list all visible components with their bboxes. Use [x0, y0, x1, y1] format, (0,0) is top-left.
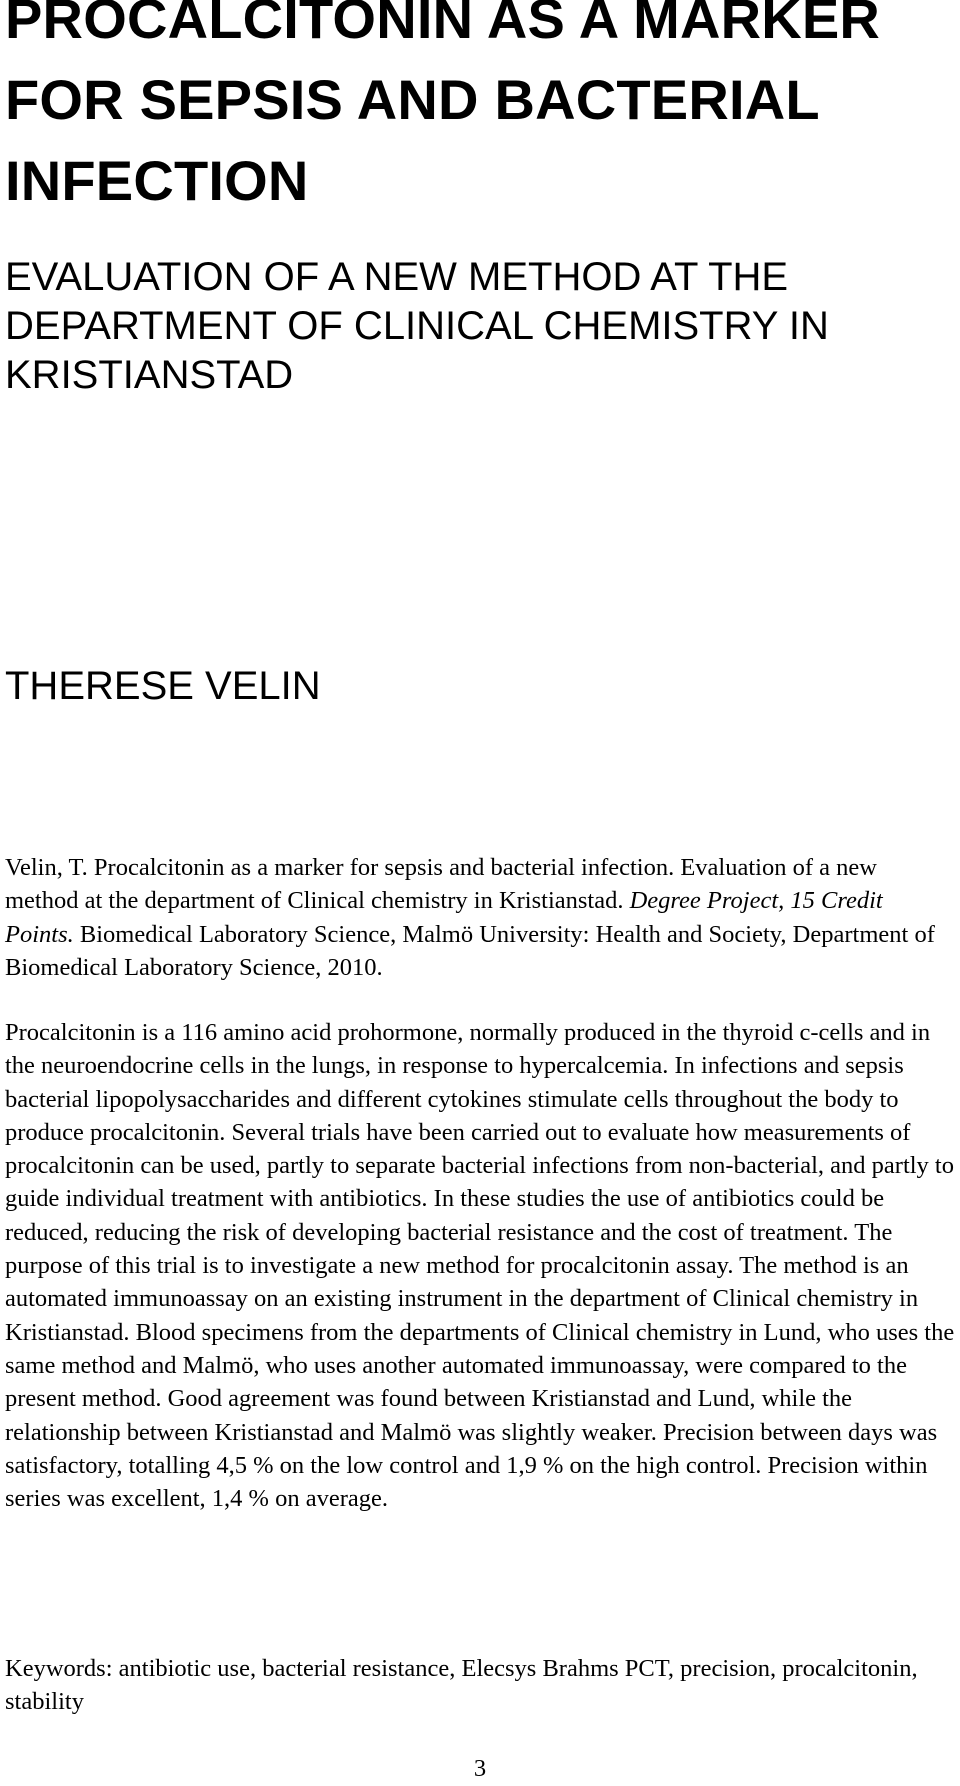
- citation-paragraph: [5, 851, 955, 984]
- document-title: PROCALCITONIN AS A MARKER FOR SEPSIS AND BACTERIAL INFECTION: [5, 0, 881, 212]
- author-name: THERESE VELIN: [5, 664, 321, 708]
- citation-lead: Velin, T. Procalcitonin as a marker for sepsis and bacterial infection. Evaluation of a new method at the department of Clinical chemistry in Kristianstad.: [5, 854, 877, 915]
- abstract-paragraph: Procalcitonin is a 116 amino acid prohormone, normally produced in the thyroid c-cells and in the neuroendocrine cells in the lungs, in response to hypercalcemia. In infections and sepsis bacterial lipopolysaccharides and different cytokines stimulate cells throughout the body to produce procalcitonin. Several trials have been carried out to evaluate how measurements of procalcitonin can be used, partly to separate bacterial infections from non-bacterial, and partly to guide individual treatment with antibiotics. In these studies the use of antibiotics could be reduced, reducing the risk of developing bacterial resistance and the cost of treatment. The purpose of this trial is to investigate a new method for procalcitonin assay. The method is an automated immunoassay on an existing instrument in the department of Clinical chemistry in Kristianstad. Blood specimens from the departments of Clinical chemistry in Lund, who uses the same method and Malmö, who uses another automated immunoassay, were compared to the present method. Good agreement was found between Kristianstad and Lund, while the relationship between Kristianstad and Malmö was slightly weaker. Precision between days was satisfactory, totalling 4,5 % on the low control and 1,9 % on the high control. Precision within series was excellent, 1,4 % on average.: [5, 1019, 955, 1513]
- citation-tail: Biomedical Laboratory Science, Malmö University: Health and Society, Department of Biomedical Laboratory Science, 2010.: [5, 920, 935, 981]
- keywords-paragraph: Keywords: antibiotic use, bacterial resistance, Elecsys Brahms PCT, precision, procalcitonin, stability: [5, 1655, 918, 1716]
- citation-italic: Degree Project, 15 Credit Points.: [5, 887, 883, 948]
- document-subtitle: EVALUATION OF A NEW METHOD AT THE DEPARTMENT OF CLINICAL CHEMISTRY IN KRISTIANSTAD: [5, 255, 829, 397]
- page-number: 3: [473, 1755, 487, 1782]
